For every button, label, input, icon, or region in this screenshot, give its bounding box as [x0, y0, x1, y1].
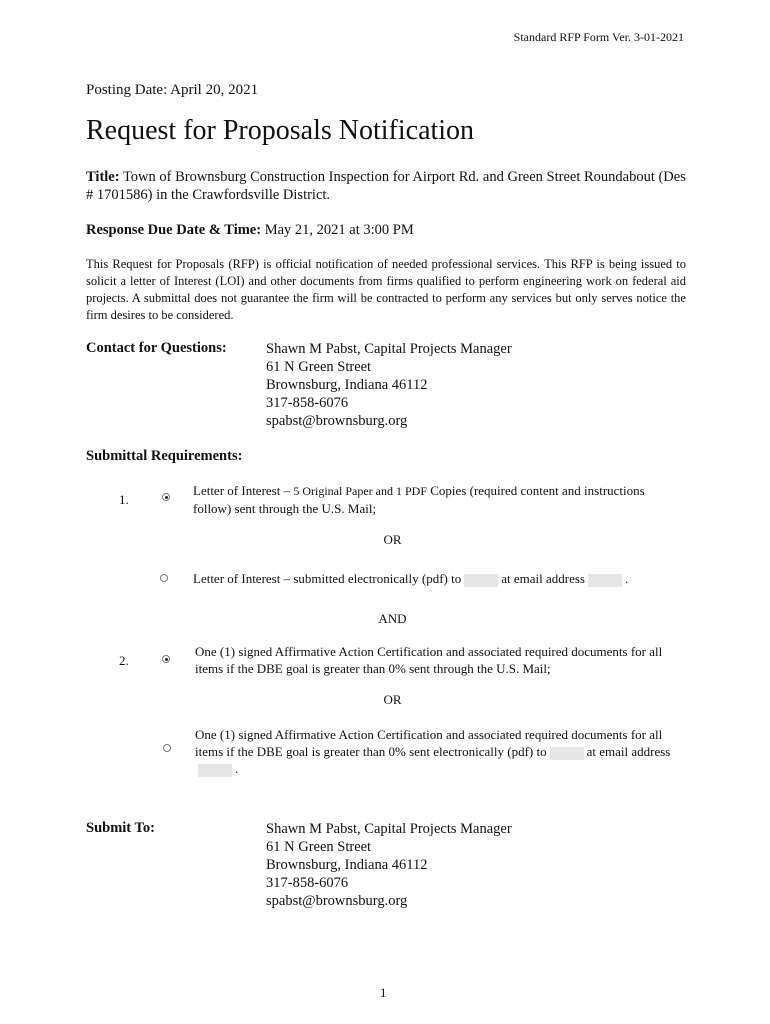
- posting-date: Posting Date: April 20, 2021: [86, 82, 259, 98]
- response-due-label: Response Due Date & Time:: [86, 222, 262, 238]
- rfp-title: [86, 168, 686, 204]
- contact-line: 317-858-6076: [266, 395, 349, 411]
- submit-to-label: Submit To:: [86, 820, 155, 836]
- submit-to-line: 317-858-6076: [266, 875, 349, 891]
- contact-label: Contact for Questions:: [86, 340, 227, 356]
- page-title: Request for Proposals Notification: [86, 115, 475, 146]
- submittal-label: Submittal Requirements:: [86, 448, 243, 464]
- email-to-field[interactable]: [464, 574, 498, 587]
- contact-line: Brownsburg, Indiana 46112: [266, 377, 428, 393]
- and-separator: AND: [378, 611, 407, 626]
- item-1-mail-radio[interactable]: [162, 493, 170, 501]
- submit-to-email: spabst@brownsburg.org: [266, 893, 408, 909]
- item-1-email-text: [193, 570, 673, 587]
- item-1-email-text-end: .: [624, 571, 629, 586]
- item-1-email-text-start: Letter of Interest – submitted electronically (pdf) to: [193, 571, 462, 586]
- intro-paragraph: This Request for Proposals (RFP) is official notification of needed professional services. This RFP is being issued to solicit a letter of Interest (LOI) and other documents from firms qualified to perform engineering work on federal aid projects. A submittal does not guarantee the firm will be contracted to perform any services but only serves notice the firm desires to be considered.: [86, 257, 686, 322]
- item-1-number: 1.: [119, 492, 129, 507]
- item-2-email-to-field[interactable]: [550, 747, 584, 760]
- item-1-email-text-mid: at email address: [501, 571, 585, 586]
- item-2-email-text-mid: at email address: [586, 744, 671, 759]
- email-address-field[interactable]: [588, 574, 622, 587]
- page-number: 1: [380, 985, 387, 1000]
- title-label: Title:: [86, 169, 120, 185]
- item-2-email-text-end: .: [235, 761, 239, 776]
- item-2-mail-radio[interactable]: [162, 655, 170, 663]
- item-1-mail-text: [193, 482, 673, 517]
- item-2-number: 2.: [119, 653, 129, 668]
- item-1-text-small: 5 Original Paper and 1 PDF: [293, 484, 427, 498]
- item-1-text-start: Letter of Interest –: [193, 483, 294, 498]
- item-2-email-text: [195, 726, 675, 777]
- contact-email: spabst@brownsburg.org: [266, 413, 408, 429]
- item-2-mail-text: One (1) signed Affirmative Action Certification and associated required documents for all items if the DBE goal is greater than 0% sent through the U.S. Mail;: [195, 644, 663, 676]
- submit-to-address: [266, 820, 512, 910]
- submit-to-line: Brownsburg, Indiana 46112: [266, 857, 428, 873]
- item-2-email-address-field[interactable]: [198, 764, 232, 777]
- item-2-email-radio[interactable]: [163, 744, 171, 752]
- title-text: Town of Brownsburg Construction Inspection for Airport Rd. and Green Street Roundabout (Des # 1701586) in the Crawfordsville District.: [86, 169, 686, 203]
- response-due-value: May 21, 2021 at 3:00 PM: [264, 222, 414, 238]
- form-version: Standard RFP Form Ver. 3-01-2021: [513, 30, 684, 44]
- contact-line: Shawn M Pabst, Capital Projects Manager: [266, 341, 512, 357]
- contact-line: 61 N Green Street: [266, 359, 372, 375]
- response-due: [86, 222, 414, 239]
- submit-to-line: Shawn M Pabst, Capital Projects Manager: [266, 821, 512, 837]
- item-1-email-radio[interactable]: [160, 574, 168, 582]
- item-2-email-text-start: One (1) signed Affirmative Action Certification and associated required documents for all items if the DBE goal is greater than 0% sent electronically (pdf) to: [195, 727, 663, 759]
- contact-address: [266, 340, 512, 430]
- submit-to-line: 61 N Green Street: [266, 839, 372, 855]
- or-separator-2: OR: [383, 692, 402, 707]
- item-1-text-end: Copies (required content and instructions follow) sent through the U.S. Mail;: [193, 483, 645, 516]
- or-separator-1: OR: [383, 532, 402, 547]
